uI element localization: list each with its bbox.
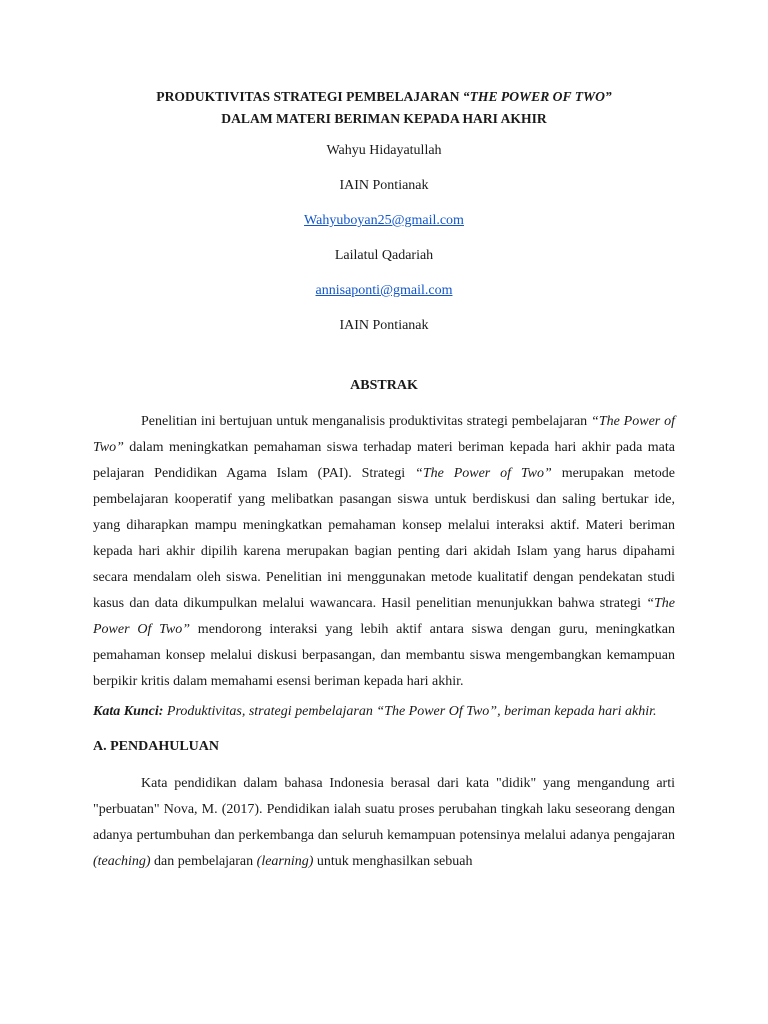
abstract-text-4: mendorong interaksi yang lebih aktif antara siswa dengan guru, meningkatkan pemahaman konsep melalui diskusi berpasangan, dan membantu siswa mengembangkan kemampuan berpikir kritis dalam memahami esensi beriman kepada hari akhir.	[93, 622, 675, 689]
title-line2: DALAM MATERI BERIMAN KEPADA HARI AKHIR	[221, 111, 547, 126]
pendahuluan-text-3: untuk menghasilkan sebuah	[313, 854, 473, 869]
abstract-paragraph	[93, 409, 675, 695]
author-email-link-1[interactable]: Wahyuboyan25@gmail.com	[304, 213, 464, 228]
author-affiliation-2: IAIN Pontianak	[339, 318, 429, 333]
section-heading-pendahuluan: A. PENDAHULUAN	[93, 739, 219, 754]
abstract-heading: ABSTRAK	[350, 378, 418, 393]
abstract-text-3: merupakan metode pembelajaran kooperatif yang melibatkan pasangan siswa untuk berdiskusi dan saling bertukar ide, yang diharapkan mampu meningkatkan pemahaman konsep melalui interaksi aktif. Materi beriman kepada hari akhir dipilih karena merupakan bagian penting dari akidah Islam yang harus dipahami secara mendalam oleh siswa. Penelitian ini menggunakan metode kualitatif dengan pendekatan studi kasus dan data dikumpulkan melalui wawancara. Hasil penelitian menunjukkan bahwa strategi	[93, 466, 675, 611]
abstract-italic-3: “The Power Of Two”	[93, 596, 675, 637]
abstract-text-1: Penelitian ini bertujuan untuk menganalisis produktivitas strategi pembelajaran	[141, 414, 592, 429]
paper-title	[93, 86, 675, 130]
abstract-italic-1: “The Power of Two”	[93, 414, 675, 455]
abstract-italic-2: “The Power of Two”	[415, 466, 552, 481]
title-line1-prefix: PRODUKTIVITAS STRATEGI PEMBELAJARAN	[156, 89, 463, 104]
pendahuluan-italic-1: (teaching)	[93, 854, 151, 869]
author-name-2: Lailatul Qadariah	[334, 248, 434, 263]
pendahuluan-italic-2: (learning)	[256, 854, 314, 869]
author-email-link-2[interactable]: annisaponti@gmail.com	[315, 283, 453, 298]
keywords-paragraph	[93, 699, 675, 725]
pendahuluan-text-2: dan pembelajaran	[150, 854, 257, 869]
document-page	[93, 0, 675, 875]
keywords-label: Kata Kunci:	[93, 704, 164, 719]
keywords-text: Produktivitas, strategi pembelajaran “The Power Of Two”, beriman kepada hari akhir.	[163, 704, 657, 719]
title-line1-italic: “THE POWER OF TWO”	[462, 89, 612, 104]
pendahuluan-text-1: Kata pendidikan dalam bahasa Indonesia berasal dari kata "didik" yang mengandung arti "perbuatan" Nova, M. (2017). Pendidikan ialah suatu proses perubahan tingkah laku seseorang dengan adanya pertumbuhan dan perkembanga dan seluruh kemampuan potensinya melalui adanya pengajaran	[93, 776, 675, 843]
abstract-text-2: dalam meningkatkan pemahaman siswa terhadap materi beriman kepada hari akhir pada mata pelajaran Pendidikan Agama Islam (PAI). Strategi	[93, 440, 675, 481]
author-name-1: Wahyu Hidayatullah	[326, 143, 442, 158]
author-affiliation-1: IAIN Pontianak	[339, 178, 429, 193]
pendahuluan-paragraph	[93, 771, 675, 875]
author-block	[93, 141, 675, 351]
